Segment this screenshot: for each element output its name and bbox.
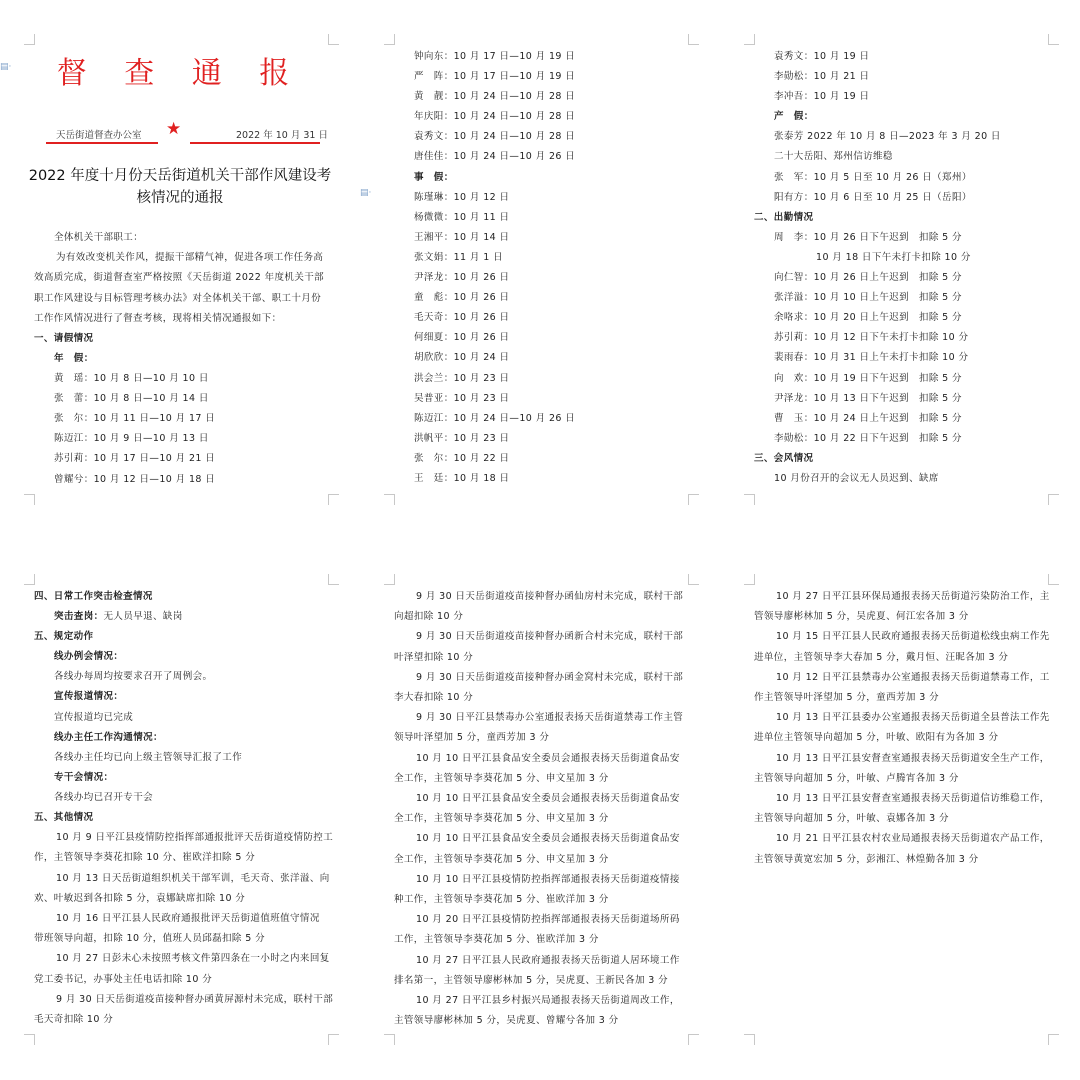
- document-title: 2022 年度十月份天岳街道机关干部作风建设考核情况的通报: [28, 168, 332, 206]
- section-heading: 三、会风情况: [754, 452, 814, 464]
- list-item: 向 欢：10 月 19 日下午迟到 扣除 5 分: [774, 372, 962, 384]
- paragraph: 10 月 16 日平江县人民政府通报批评天岳街道值班值守情况 带班领导向超，扣除 10 分，值班人员邱磊扣除 5 分: [34, 912, 330, 945]
- spot-check-line: [34, 607, 334, 627]
- section-heading: 五、规定动作: [34, 631, 94, 643]
- crop-mark: [384, 1034, 395, 1045]
- list-item: 向仁智：10 月 26 日上午迟到 扣除 5 分: [774, 272, 962, 284]
- crop-mark: [1048, 1034, 1059, 1045]
- page-1-body: [34, 228, 326, 490]
- paragraph: 10 月 9 日平江县疫情防控指挥部通报批评天岳街道疫情防控工作，主管领导李葵花扣除 10 分、崔欧洋扣除 5 分: [34, 832, 334, 864]
- paragraph: 10 月 27 日平江县环保局通报表扬天岳街道污染防治工作，主管领导廖彬林加 5 分，吴虎夏、何江宏各加 3 分: [754, 591, 1050, 623]
- crop-mark: [328, 494, 339, 505]
- page-2-body: [394, 47, 686, 489]
- crop-mark: [688, 34, 699, 45]
- crop-mark: [328, 574, 339, 585]
- paragraph: 10 月 20 日平江县疫情防控指挥部通报表扬天岳街道场所码工作，主管领导李葵花加 5 分、崔欧洋加 3 分: [394, 914, 680, 946]
- list-item: 苏引莉：10 月 12 日下午未打卡扣除 10 分: [774, 332, 969, 344]
- red-rule-left: [46, 142, 158, 144]
- paragraph: 10 月 13 日平江县安督查室通报表扬天岳街道安全生产工作，主管领导向超加 5 分，叶敏、卢腾宵各加 3 分: [754, 752, 1050, 784]
- crop-mark: [688, 574, 699, 585]
- list-item: 张文娟：11 月 1 日: [414, 251, 503, 263]
- paragraph: 10 月 27 日彭未心未按照考核文件第四条在一小时之内来回复党工委书记，办事处主任电话扣除 10 分: [34, 953, 330, 985]
- crop-mark: [24, 34, 35, 45]
- crop-mark: [1048, 34, 1059, 45]
- section-heading: 一、请假情况: [34, 332, 94, 344]
- issue-date: 2022 年 10 月 31 日: [236, 130, 328, 141]
- list-item: 袁秀文：10 月 19 日: [774, 51, 870, 62]
- list-item: 阳有方：10 月 6 日至 10 月 25 日（岳阳）: [774, 191, 972, 203]
- crop-mark: [744, 494, 755, 505]
- list-item: 张 尔：10 月 22 日: [414, 452, 510, 464]
- list-item: 陈迈江：10 月 9 日—10 月 13 日: [54, 433, 209, 445]
- list-item: 何细夏：10 月 26 日: [414, 332, 510, 344]
- subsection-heading: 年 假：: [54, 353, 94, 364]
- crop-mark: [384, 34, 395, 45]
- paragraph: 10 月 15 日平江县人民政府通报表扬天岳街道松线虫病工作先进单位，主管领导李大春加 5 分，戴月恒、汪昵各加 3 分: [754, 631, 1050, 663]
- red-rule-right: [190, 142, 320, 144]
- list-item: 洪帆平：10 月 23 日: [414, 432, 510, 444]
- crop-mark: [744, 1034, 755, 1045]
- paragraph: 10 月 10 日平江县食品安全委员会通报表扬天岳街道食品安全工作，主管领导李葵花加 5 分、申文星加 3 分: [394, 833, 680, 865]
- list-item: 李勋松：10 月 21 日: [774, 71, 870, 83]
- paragraph: 9 月 30 日天岳街道疫苗接种督办函黄屏源村未完成，联村干部毛天奇扣除 10 分: [34, 993, 334, 1025]
- subsection-heading: 二十大岳阳、郑州信访维稳: [774, 151, 893, 163]
- list-item: 宣传报道均已完成: [54, 711, 134, 723]
- list-item: 周 李：10 月 26 日下午迟到 扣除 5 分: [774, 231, 962, 243]
- list-item: 杨微微：10 月 11 日: [414, 211, 510, 223]
- list-item: 唐佳佳：10 月 24 日—10 月 26 日: [414, 151, 576, 163]
- issuer: 天岳街道督查办公室: [56, 130, 142, 141]
- page-4-body: [34, 587, 334, 1030]
- list-item: 10 月份召开的会议无人员迟到、缺席: [774, 472, 939, 484]
- page-3-body: [754, 47, 1054, 489]
- list-item: 苏引莉：10 月 17 日—10 月 21 日: [54, 453, 216, 465]
- crop-mark: [1048, 574, 1059, 585]
- page-1: [0, 0, 360, 540]
- section-heading: 四、日常工作突击检查情况: [34, 591, 153, 602]
- star-icon: ★: [166, 119, 182, 139]
- inline-text: 无人员早退、缺岗: [103, 611, 183, 623]
- red-header-title: 督 查 通 报: [56, 56, 304, 91]
- list-item: 各线办每周均按要求召开了周例会。: [54, 671, 213, 683]
- list-item: 陈迈江：10 月 24 日—10 月 26 日: [414, 412, 576, 424]
- list-item: 张泰芳 2022 年 10 月 8 日—2023 年 3 月 20 日: [774, 131, 1001, 143]
- list-item: 张洋溢：10 月 10 日上午迟到 扣除 5 分: [774, 292, 962, 304]
- list-item: 陈瑾琳：10 月 12 日: [414, 191, 510, 203]
- subsection-heading: 产 假：: [774, 111, 814, 123]
- crop-mark: [744, 34, 755, 45]
- list-item: 尹泽龙：10 月 13 日下午迟到 扣除 5 分: [774, 392, 962, 404]
- crop-mark: [328, 34, 339, 45]
- page-5: [360, 540, 720, 1080]
- paragraph: 10 月 10 日平江县食品安全委员会通报表扬天岳街道食品安全工作，主管领导李葵花加 5 分、申文星加 3 分: [394, 752, 680, 784]
- list-item: 严 阵：10 月 17 日—10 月 19 日: [414, 71, 576, 83]
- paragraph: 10 月 21 日平江县农村农业局通报表扬天岳街道农产品工作，主管领导黄宽宏加 5 分，彭湘江、林煌勤各加 3 分: [754, 833, 1050, 865]
- list-item: 洪会兰：10 月 23 日: [414, 372, 510, 384]
- list-item: 曾耀兮：10 月 12 日—10 月 18 日: [54, 473, 216, 485]
- intro-paragraph: 为有效改变机关作风，提振干部精气神，促进各项工作任务高效高质完成，街道督查室严格按照《天岳街道 2022 年度机关干部职工作风建设与目标管理考核办法》对全体机关干部、职工十月份工作作风情况进行了督查考核，现将相关情况通报如下：: [34, 252, 325, 324]
- crop-mark: [688, 494, 699, 505]
- notice-paragraphs: [34, 828, 334, 1030]
- list-item: 黄 靓：10 月 24 日—10 月 28 日: [414, 91, 576, 103]
- crop-mark: [1048, 494, 1059, 505]
- paragraph: 9 月 30 日天岳街道疫苗接种督办函仙房村未完成，联村干部向超扣除 10 分: [394, 591, 684, 623]
- paragraph-anchor-icon: ▤·: [0, 62, 12, 72]
- list-item: 毛天奇：10 月 26 日: [414, 312, 510, 324]
- page-6: [720, 540, 1080, 1080]
- list-item: 黄 瑶：10 月 8 日—10 月 10 日: [54, 373, 209, 385]
- list-item: 钟向东：10 月 17 日—10 月 19 日: [414, 51, 576, 62]
- list-item: 王湘平：10 月 14 日: [414, 231, 510, 243]
- list-item: 张 军：10 月 5 日至 10 月 26 日（郑州）: [774, 171, 972, 183]
- list-item: 王 廷：10 月 18 日: [414, 472, 510, 484]
- list-item: 胡欣欣：10 月 24 日: [414, 352, 510, 364]
- paragraph: 10 月 10 日平江县疫情防控指挥部通报表扬天岳街道疫情接种工作，主管领导李葵花加 5 分、崔欧洋加 3 分: [394, 873, 680, 906]
- crop-mark: [24, 494, 35, 505]
- paragraph: 9 月 30 日天岳街道疫苗接种督办函金窝村未完成，联村干部李大春扣除 10 分: [394, 671, 684, 704]
- list-item: 李冲吾：10 月 19 日: [774, 91, 870, 103]
- paragraph: 10 月 13 日平江县委办公室通报表扬天岳街道全县普法工作先进单位主管领导向超加 5 分，叶敏、欧阳有为各加 3 分: [754, 712, 1050, 744]
- paragraph: 9 月 30 日天岳街道疫苗接种督办函新合村未完成，联村干部叶泽望扣除 10 分: [394, 631, 684, 663]
- crop-mark: [744, 574, 755, 585]
- crop-mark: [24, 574, 35, 585]
- page-6-body: [754, 587, 1054, 870]
- list-item: 年庆阳：10 月 24 日—10 月 28 日: [414, 111, 576, 123]
- inline-label: 突击查岗：: [54, 611, 104, 623]
- crop-mark: [384, 494, 395, 505]
- list-item: 李勋松：10 月 22 日下午迟到 扣除 5 分: [774, 432, 962, 444]
- paragraph: 10 月 27 日平江县人民政府通报表扬天岳街道人居环境工作排名第一，主管领导廖彬林加 5 分，吴虎夏、王新民各加 3 分: [394, 954, 680, 986]
- page-4: [0, 540, 360, 1080]
- list-item: 10 月 18 日下午未打卡扣除 10 分: [816, 251, 971, 263]
- crop-mark: [384, 574, 395, 585]
- section-heading: 五、其他情况: [34, 812, 94, 824]
- crop-mark: [24, 1034, 35, 1045]
- list-item: 各线办主任均已向上级主管领导汇报了工作: [54, 751, 243, 763]
- section-heading: 二、出勤情况: [754, 211, 814, 223]
- crop-mark: [328, 1034, 339, 1045]
- list-item: 余咯求：10 月 20 日上午迟到 扣除 5 分: [774, 312, 962, 324]
- list-item: 曹 玉：10 月 24 日上午迟到 扣除 5 分: [774, 412, 962, 424]
- paragraph: 10 月 27 日平江县乡村振兴局通报表扬天岳街道周改工作，主管领导廖彬林加 5 分，吴虎夏、曾耀兮各加 3 分: [394, 995, 680, 1027]
- crop-mark: [688, 1034, 699, 1045]
- paragraph: 10 月 12 日平江县禁毒办公室通报表扬天岳街道禁毒工作，工作主管领导叶泽望加 5 分，童西芳加 3 分: [754, 671, 1050, 704]
- subsection-heading: 线办主任工作沟通情况：: [54, 731, 163, 743]
- list-item: 袁秀文：10 月 24 日—10 月 28 日: [414, 131, 576, 143]
- paragraph: 9 月 30 日平江县禁毒办公室通报表扬天岳街道禁毒工作主管领导叶泽望加 5 分，童西芳加 3 分: [394, 712, 684, 744]
- list-item: 各线办均已召开专干会: [54, 791, 154, 803]
- page-3: [720, 0, 1080, 540]
- list-item: 张 尔：10 月 11 日—10 月 17 日: [54, 413, 216, 425]
- page-2: [360, 0, 720, 540]
- list-item: 童 彪：10 月 26 日: [414, 292, 510, 304]
- paragraph: 10 月 10 日平江县食品安全委员会通报表扬天岳街道食品安全工作，主管领导李葵花加 5 分、申文星加 3 分: [394, 793, 680, 825]
- subsection-heading: 宣传报道情况：: [54, 691, 124, 703]
- list-item: 张 蕾：10 月 8 日—10 月 14 日: [54, 393, 209, 405]
- list-item: 裴雨春：10 月 31 日上午未打卡扣除 10 分: [774, 352, 969, 364]
- page-5-body: [394, 587, 686, 1031]
- subsection-heading: 线办例会情况：: [54, 651, 124, 663]
- list-item: 吴普亚：10 月 23 日: [414, 392, 510, 404]
- paragraph-anchor-icon: ▤·: [360, 188, 372, 198]
- list-item: 尹泽龙：10 月 26 日: [414, 272, 510, 284]
- paragraph: 10 月 13 日天岳街道组织机关干部军训，毛天奇、张洋溢、向欢、叶敏迟到各扣除 5 分，袁娜缺席扣除 10 分: [34, 872, 330, 904]
- subsection-heading: 专干会情况：: [54, 771, 114, 783]
- salutation: 全体机关干部职工：: [54, 232, 144, 243]
- subsection-heading: 事 假：: [414, 171, 454, 183]
- paragraph: 10 月 13 日平江县安督查室通报表扬天岳街道信访维稳工作，主管领导向超加 5 分，叶敏、袁娜各加 3 分: [754, 793, 1050, 825]
